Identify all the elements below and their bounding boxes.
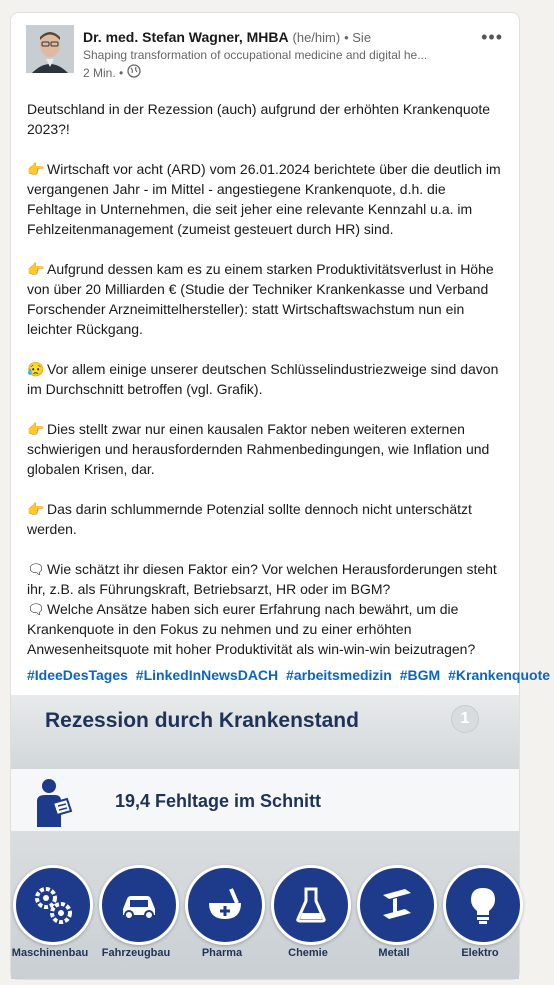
- hashtag-link[interactable]: #IdeeDesTages: [27, 667, 128, 683]
- post-header: [11, 13, 519, 93]
- author-name-line: [83, 29, 371, 45]
- pharma-mortar-icon: [185, 865, 265, 945]
- post-paragraph: 😥 Vor allem einige unserer deutschen Schlüsselindustriezweige sind davon im Durchschnitt betroffen (vgl. Grafik).: [27, 361, 499, 397]
- pointing-hand-icon: 👉: [27, 161, 45, 177]
- connection-degree: • Sie: [344, 30, 372, 45]
- post-paragraph: 👉 Aufgrund dessen kam es zu einem starken Produktivitätsverlust in Höhe von über 20 Milliarden € (Studie der Techniker Krankenkasse und Verband Forschender Arzneimittelhersteller): statt Wirtschaftswachstum nun ein leichter Rückgang.: [27, 261, 494, 337]
- post-paragraph: 👉 Dies stellt zwar nur einen kausalen Faktor neben weiteren externen schwierigen und herausfordernden Rahmenbedingungen, wie Inflation und globalen Krisen, dar.: [27, 421, 490, 477]
- hashtag-list: [27, 667, 551, 683]
- speech-bubble-icon: 🗨: [27, 601, 45, 617]
- post-image[interactable]: [11, 695, 519, 979]
- globe-icon: [127, 64, 141, 81]
- metal-beam-icon: [357, 865, 437, 945]
- pointing-hand-icon: 👉: [27, 261, 45, 277]
- post-questions: 🗨 Wie schätzt ihr diesen Faktor ein? Vor welchen Herausforderungen steht ihr, z.B. als Führungskraft, Betriebsarzt, HR oder im BGM? 🗨 Welche Ansätze haben sich eurer Erfahrung nach bewährt, um die Krankenquote in den Fokus zu nehmen und zu einer erhöhten Anwesenheitsquote mit hoher Produktivität als win-win-win beizutragen?: [27, 561, 497, 657]
- image-subtitle: 19,4 Fehltage im Schnitt: [115, 791, 322, 811]
- sad-face-icon: 😥: [27, 361, 45, 377]
- image-title-band: [11, 695, 519, 769]
- person-icon: [33, 777, 77, 829]
- industry-label: Fahrzeugbau: [101, 947, 171, 959]
- more-options-icon[interactable]: •••: [481, 27, 503, 47]
- car-icon: [99, 865, 179, 945]
- industry-label: Pharma: [201, 947, 243, 959]
- post-body: [27, 99, 503, 659]
- industry-label: Metall: [378, 947, 410, 959]
- industry-label: Elektro: [461, 947, 499, 959]
- hashtag-link[interactable]: #arbeitsmedizin: [286, 667, 392, 683]
- speech-bubble-icon: 🗨: [27, 561, 45, 577]
- hashtag-link[interactable]: #Krankenquote: [448, 667, 551, 683]
- author-name[interactable]: Dr. med. Stefan Wagner, MHBA: [83, 29, 289, 45]
- hashtag-link[interactable]: #LinkedInNewsDACH: [135, 667, 279, 683]
- pointing-hand-icon: 👉: [27, 501, 45, 517]
- industry-label: Maschinenbau: [11, 947, 89, 959]
- ard-logo: 1: [451, 705, 479, 733]
- feed-post-card: [10, 12, 551, 980]
- lightbulb-icon: [443, 865, 523, 945]
- post-paragraph: 👉 Wirtschaft vor acht (ARD) vom 26.01.2024 berichtete über die deutlich im vergangenen Jahr - im Mittel - angestiegene Krankenquote, d.h. die Fehltage in Unternehmen, die seit jeher eine relevante Kennzahl u.a. im Fehlzeitenmanagement (zumeist gesteuert durch HR) sind.: [27, 161, 501, 237]
- author-tagline: Shaping transformation of occupational medicine and digital he...: [83, 48, 428, 62]
- post-paragraph: Deutschland in der Rezession (auch) aufgrund der erhöhten Krankenquote 2023?!: [27, 101, 491, 137]
- chemistry-flask-icon: [271, 865, 351, 945]
- gears-icon: [13, 865, 93, 945]
- pointing-hand-icon: 👉: [27, 421, 45, 437]
- industry-label: Chemie: [288, 947, 328, 959]
- post-paragraph: 👉 Das darin schlummernde Potenzial sollte dennoch nicht unterschätzt werden.: [27, 501, 472, 537]
- author-pronouns: (he/him): [292, 30, 341, 45]
- author-avatar[interactable]: [26, 25, 74, 73]
- post-time: 2 Min. •: [83, 65, 124, 80]
- image-title: Rezession durch Krankenstand: [45, 709, 359, 732]
- industry-icons: [11, 845, 519, 985]
- hashtag-link[interactable]: #BGM: [399, 667, 441, 683]
- post-meta: [83, 64, 141, 81]
